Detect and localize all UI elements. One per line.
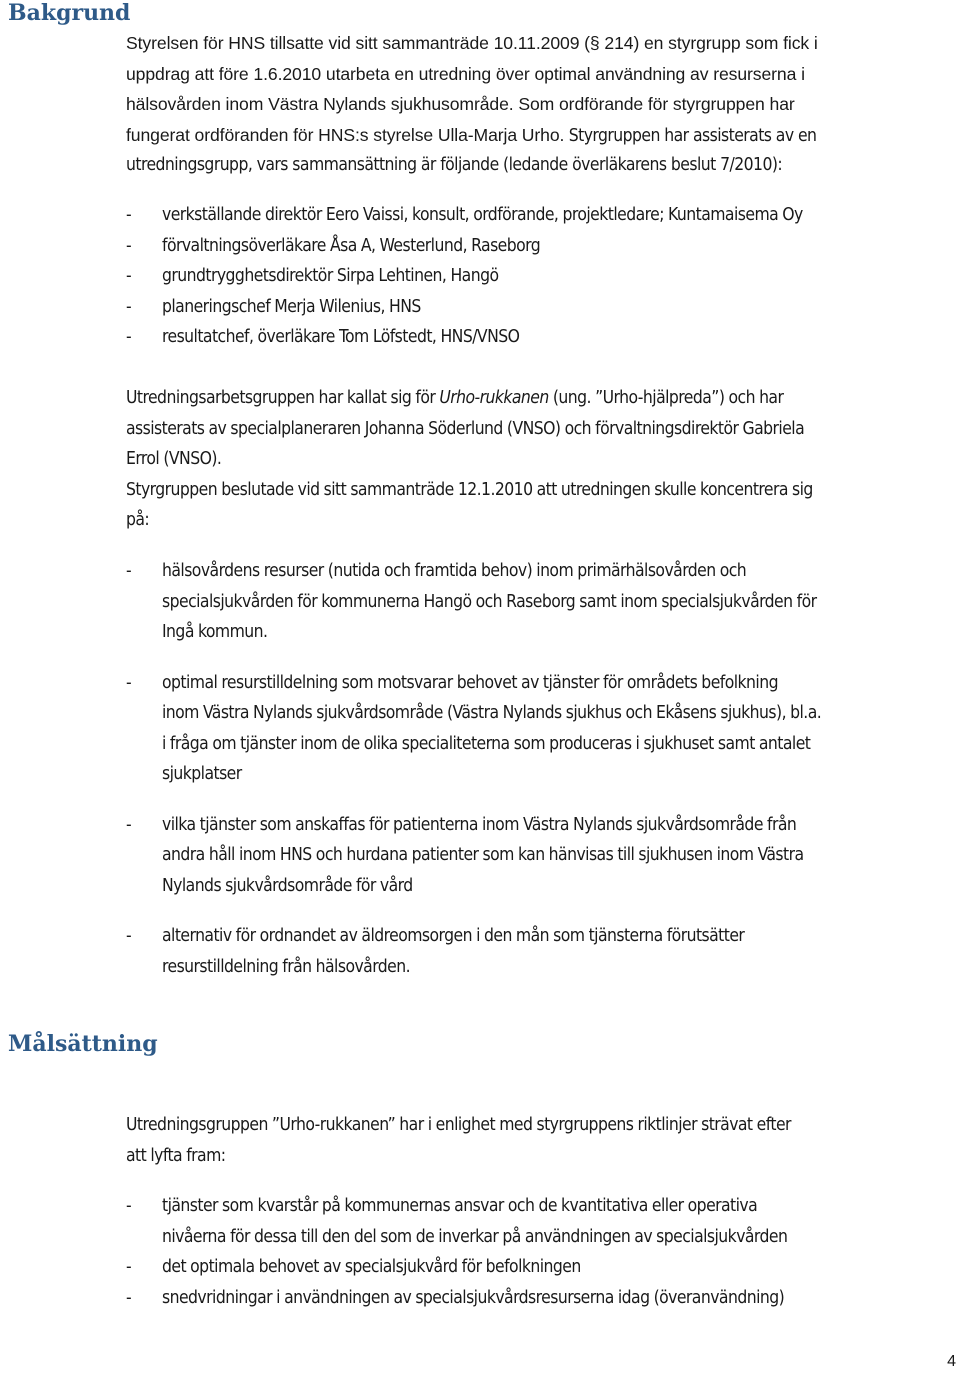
- text-line: Errol (VNSO).: [126, 449, 222, 469]
- list-item-text: inom Västra Nylands sjukvårdsområde (Västra Nylands sjukhus och Ekåsens sjukhus), bl.a.: [162, 703, 822, 723]
- list-dash: -: [126, 1257, 132, 1277]
- list-item: [126, 292, 956, 323]
- text-segment: (ung. ”Urho-hjälpreda”) och har: [548, 388, 784, 408]
- member-list: [126, 200, 956, 353]
- list-item-text: snedvridningar i användningen av specialsjukvårdsresurserna idag (överanvändning): [162, 1287, 785, 1308]
- list-item: [126, 1252, 956, 1283]
- list-item: [126, 1191, 956, 1252]
- working-group-paragraph: [126, 383, 956, 536]
- text-line: att lyfta fram:: [126, 1145, 226, 1166]
- list-item-text: tjänster som kvarstår på kommunernas ansvar och de kvantitativa eller operativa: [162, 1196, 758, 1216]
- list-dash: -: [126, 1196, 132, 1216]
- list-item-text: vilka tjänster som anskaffas för patienterna inom Västra Nylands sjukvårdsområde från: [162, 814, 797, 835]
- list-dash: -: [126, 926, 132, 946]
- list-item-text: sjukplatser: [162, 764, 242, 784]
- text-line: Styrelsen för HNS tillsatte vid sitt sammanträde 10.11.2009 (§ 214) en styrgrupp som fick i: [126, 33, 818, 53]
- page-number: 4: [947, 1353, 956, 1370]
- list-dash: -: [126, 205, 132, 225]
- text-line: [126, 383, 956, 414]
- list-item: [126, 200, 956, 231]
- list-item-text: verkställande direktör Eero Vaissi, konsult, ordförande, projektledare; Kuntamaisema Oy: [162, 205, 803, 225]
- text-segment: Utredningsarbetsgruppen har kallat sig för: [126, 388, 440, 408]
- list-dash: -: [126, 235, 132, 256]
- list-item-text: Nylands sjukvårdsområde för vård: [162, 875, 413, 896]
- list-item-text: grundtrygghetsdirektör Sirpa Lehtinen, Hangö: [162, 266, 499, 286]
- list-item: [126, 668, 956, 790]
- list-item: [126, 322, 956, 353]
- group-name-italic: Urho-rukkanen: [439, 388, 549, 408]
- bakgrund-intro-paragraph: [126, 28, 956, 181]
- list-dash: -: [126, 266, 132, 286]
- text-segment: Styrgruppen har assisterats av en: [564, 125, 817, 146]
- list-item: [126, 231, 956, 262]
- malsattning-intro-paragraph: [126, 1110, 956, 1171]
- list-item-text: nivåerna för dessa till den del som de inverkar på användningen av specialsjukvården: [162, 1226, 788, 1247]
- list-dash: -: [126, 672, 132, 693]
- text-line: assisterats av specialplaneraren Johanna Söderlund (VNSO) och förvaltningsdirektör Gabriela: [126, 418, 805, 439]
- text-line: Styrgruppen beslutade vid sitt sammanträde 12.1.2010 att utredningen skulle koncentrera sig: [126, 479, 813, 500]
- list-item-text: andra håll inom HNS och hurdana patienter som kan hänvisas till sjukhusen inom Västra: [162, 845, 804, 865]
- list-item-text: förvaltningsöverläkare Åsa A, Westerlund, Raseborg: [162, 235, 541, 256]
- list-dash: -: [126, 561, 132, 581]
- section-heading-malsattning: Målsättning: [8, 1031, 158, 1057]
- list-item: [126, 1283, 956, 1314]
- list-item-text: resultatchef, överläkare Tom Löfstedt, HNS/VNSO: [162, 327, 520, 347]
- text-line: Utredningsgruppen ”Urho-rukkanen” har i enlighet med styrgruppens riktlinjer strävat efter: [126, 1115, 791, 1135]
- list-item-text: alternativ för ordnandet av äldreomsorgen i den mån som tjänsterna förutsätter: [162, 926, 745, 946]
- list-item: [126, 921, 956, 982]
- text-line: utredningsgrupp, vars sammansättning är följande (ledande överläkarens beslut 7/2010):: [126, 155, 783, 175]
- text-segment: fungerat ordföranden för HNS:s styrelse Ulla-Marja Urho.: [126, 124, 565, 145]
- list-dash: -: [126, 327, 132, 347]
- list-item: [126, 261, 956, 292]
- text-line: [126, 120, 956, 151]
- list-item-text: planeringschef Merja Wilenius, HNS: [162, 296, 421, 317]
- list-item-text: resurstilldelning från hälsovården.: [162, 956, 411, 977]
- list-item-text: specialsjukvården för kommunerna Hangö och Raseborg samt inom specialsjukvården för: [162, 591, 817, 612]
- list-dash: -: [126, 296, 132, 317]
- list-dash: -: [126, 814, 132, 835]
- list-item-text: det optimala behovet av specialsjukvård för befolkningen: [162, 1257, 581, 1277]
- list-item: [126, 556, 956, 648]
- goal-list: [126, 1191, 956, 1313]
- list-item-text: i fråga om tjänster inom de olika specialiteterna som produceras i sjukhuset samt antalet: [162, 733, 811, 754]
- list-item: [126, 810, 956, 902]
- focus-list: [126, 556, 956, 982]
- list-dash: -: [126, 1287, 132, 1308]
- text-line: på:: [126, 510, 150, 530]
- list-item-text: optimal resurstilldelning som motsvarar behovet av tjänster för områdets befolkning: [162, 672, 778, 693]
- list-item-text: hälsovårdens resurser (nutida och framtida behov) inom primärhälsovården och: [162, 561, 747, 581]
- text-line: uppdrag att före 1.6.2010 utarbeta en utredning över optimal användning av resurserna i: [126, 63, 805, 84]
- list-item-text: Ingå kommun.: [162, 622, 268, 642]
- text-line: hälsovården inom Västra Nylands sjukhusområde. Som ordförande för styrgruppen har: [126, 94, 795, 114]
- section-heading-bakgrund: Bakgrund: [8, 0, 131, 26]
